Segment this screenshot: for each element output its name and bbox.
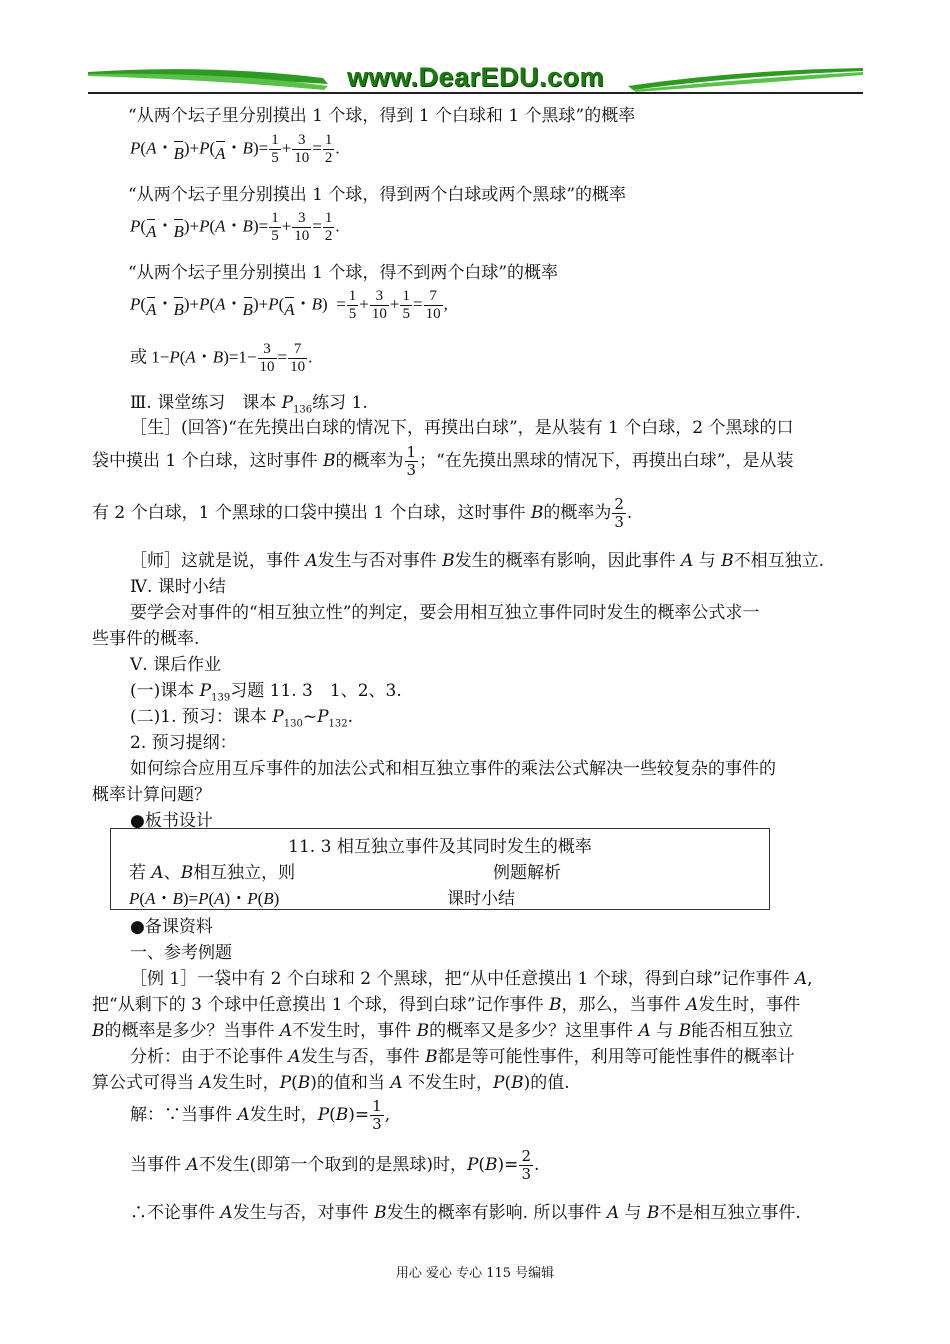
section-heading: ●板书设计 bbox=[130, 811, 213, 831]
board-design-box bbox=[110, 828, 770, 910]
text-line: 有 2 个白球，1 个黑球的口袋中摸出 1 个白球，这时事件 B的概率为 $\frac{2}{3}$ . bbox=[92, 495, 633, 531]
text-line: B的概率是多少？当事件 A不发生时，事件 B的概率又是多少？这里事件 A 与 B能否相互独立 bbox=[92, 1021, 794, 1041]
header-banner bbox=[88, 60, 863, 94]
board-title: 11. 3 相互独立事件及其同时发生的概率 bbox=[288, 837, 592, 857]
text-line: 要学会对事件的“相互独立性”的判定，要会用相互独立事件同时发生的概率公式求一 bbox=[130, 603, 760, 623]
text-line: 当事件 A不发生(即第一个取到的是黑球)时，P(B)= $\frac{2}{3}$ . bbox=[130, 1147, 540, 1183]
text-line: “从两个坛子里分别摸出 1 个球，得到 1 个白球和 1 个黑球”的概率 bbox=[128, 106, 636, 126]
text-line: ［例 1］一袋中有 2 个白球和 2 个黑球，把“从中任意摸出 1 个球，得到白球”记作事件 A, bbox=[130, 969, 813, 989]
text-line: 算公式可得当 A发生时，P(B)的值和当 A 不发生时，P(B)的值. bbox=[92, 1073, 570, 1093]
site-logo-text: www.DearEDU.com bbox=[346, 62, 605, 92]
text-line: ［师］这就是说，事件 A发生与否对事件 B发生的概率有影响，因此事件 A 与 B不相互独立. bbox=[130, 551, 824, 571]
text-line: 分析：由于不论事件 A发生与否，事件 B都是等可能性事件，利用等可能性事件的概率计 bbox=[130, 1047, 795, 1067]
text-line: 袋中摸出 1 个白球，这时事件 B的概率为 $\frac{1}{3}$ ；“在先摸出黑球的情况下，再摸出白球”，是从装 bbox=[92, 443, 794, 479]
section-heading: Ⅴ. 课后作业 bbox=[130, 655, 222, 675]
text-line: 2. 预习提纲： bbox=[130, 733, 237, 753]
text-line: ［生］(回答)“在先摸出白球的情况下，再摸出白球”，是从装有 1 个白球，2 个黑球的口 bbox=[130, 418, 794, 438]
section-heading: ●备课资料 bbox=[130, 917, 213, 937]
board-formula: P(A・B)=P(A)・P(B) bbox=[129, 889, 280, 908]
text-line: 如何综合应用互斥事件的加法公式和相互独立事件的乘法公式解决一些较复杂的事件的 bbox=[130, 759, 776, 779]
section-heading: Ⅳ. 课时小结 bbox=[130, 577, 226, 597]
formula-line: P(A・B)+P(A・B)+P(A・B) = $\frac{1}{5}$ + $\frac{3}{10}$ + $\frac{1}{5}$ = $\frac{7}{10}$ , bbox=[130, 288, 448, 322]
formula-line: 或 1−P(A・B)=1− $\frac{3}{10}$ = $\frac{7}{10}$ . bbox=[130, 341, 313, 375]
board-right-line: 例题解析 bbox=[493, 863, 561, 883]
header-rule bbox=[88, 92, 863, 94]
text-line: 把“从剩下的 3 个球中任意摸出 1 个球，得到白球”记作事件 B，那么，当事件 A发生时，事件 bbox=[92, 995, 801, 1015]
text-line: 些事件的概率. bbox=[92, 629, 200, 649]
text-line: 解：∵当事件 A发生时，P(B)= $\frac{1}{3}$ , bbox=[130, 1097, 391, 1133]
text-line: (一)课本 $P_{139}$习题 11. 3 1、2、3. bbox=[130, 681, 402, 704]
text-line: Ⅲ. 课堂练习 课本 $P_{136}$练习 1. bbox=[130, 393, 368, 416]
section-heading: 一、参考例题 bbox=[130, 943, 232, 963]
text-line: “从两个坛子里分别摸出 1 个球，得不到两个白球”的概率 bbox=[128, 263, 559, 283]
text-line: 概率计算问题？ bbox=[92, 785, 211, 805]
text-line: ∴不论事件 A发生与否，对事件 B发生的概率有影响. 所以事件 A 与 B不是相互独立事件. bbox=[130, 1203, 801, 1223]
text-line: “从两个坛子里分别摸出 1 个球，得到两个白球或两个黑球”的概率 bbox=[128, 185, 627, 205]
board-left-line: 若 A、B相互独立，则 bbox=[129, 863, 296, 883]
formula-line: P(A・B)+P(A・B)= $\frac{1}{5}$ + $\frac{3}{10}$ = $\frac{1}{2}$ . bbox=[130, 210, 340, 244]
text-line: (二)1. 预习：课本 $P_{130}\sim P_{132}$. bbox=[130, 707, 354, 730]
board-right-line: 课时小结 bbox=[447, 889, 515, 909]
page-footer: 用心 爱心 专心 115 号编辑 bbox=[395, 1266, 555, 1281]
formula-line: P(A・B)+P(A・B)= $\frac{1}{5}$ + $\frac{3}{10}$ = $\frac{1}{2}$ . bbox=[130, 132, 340, 166]
